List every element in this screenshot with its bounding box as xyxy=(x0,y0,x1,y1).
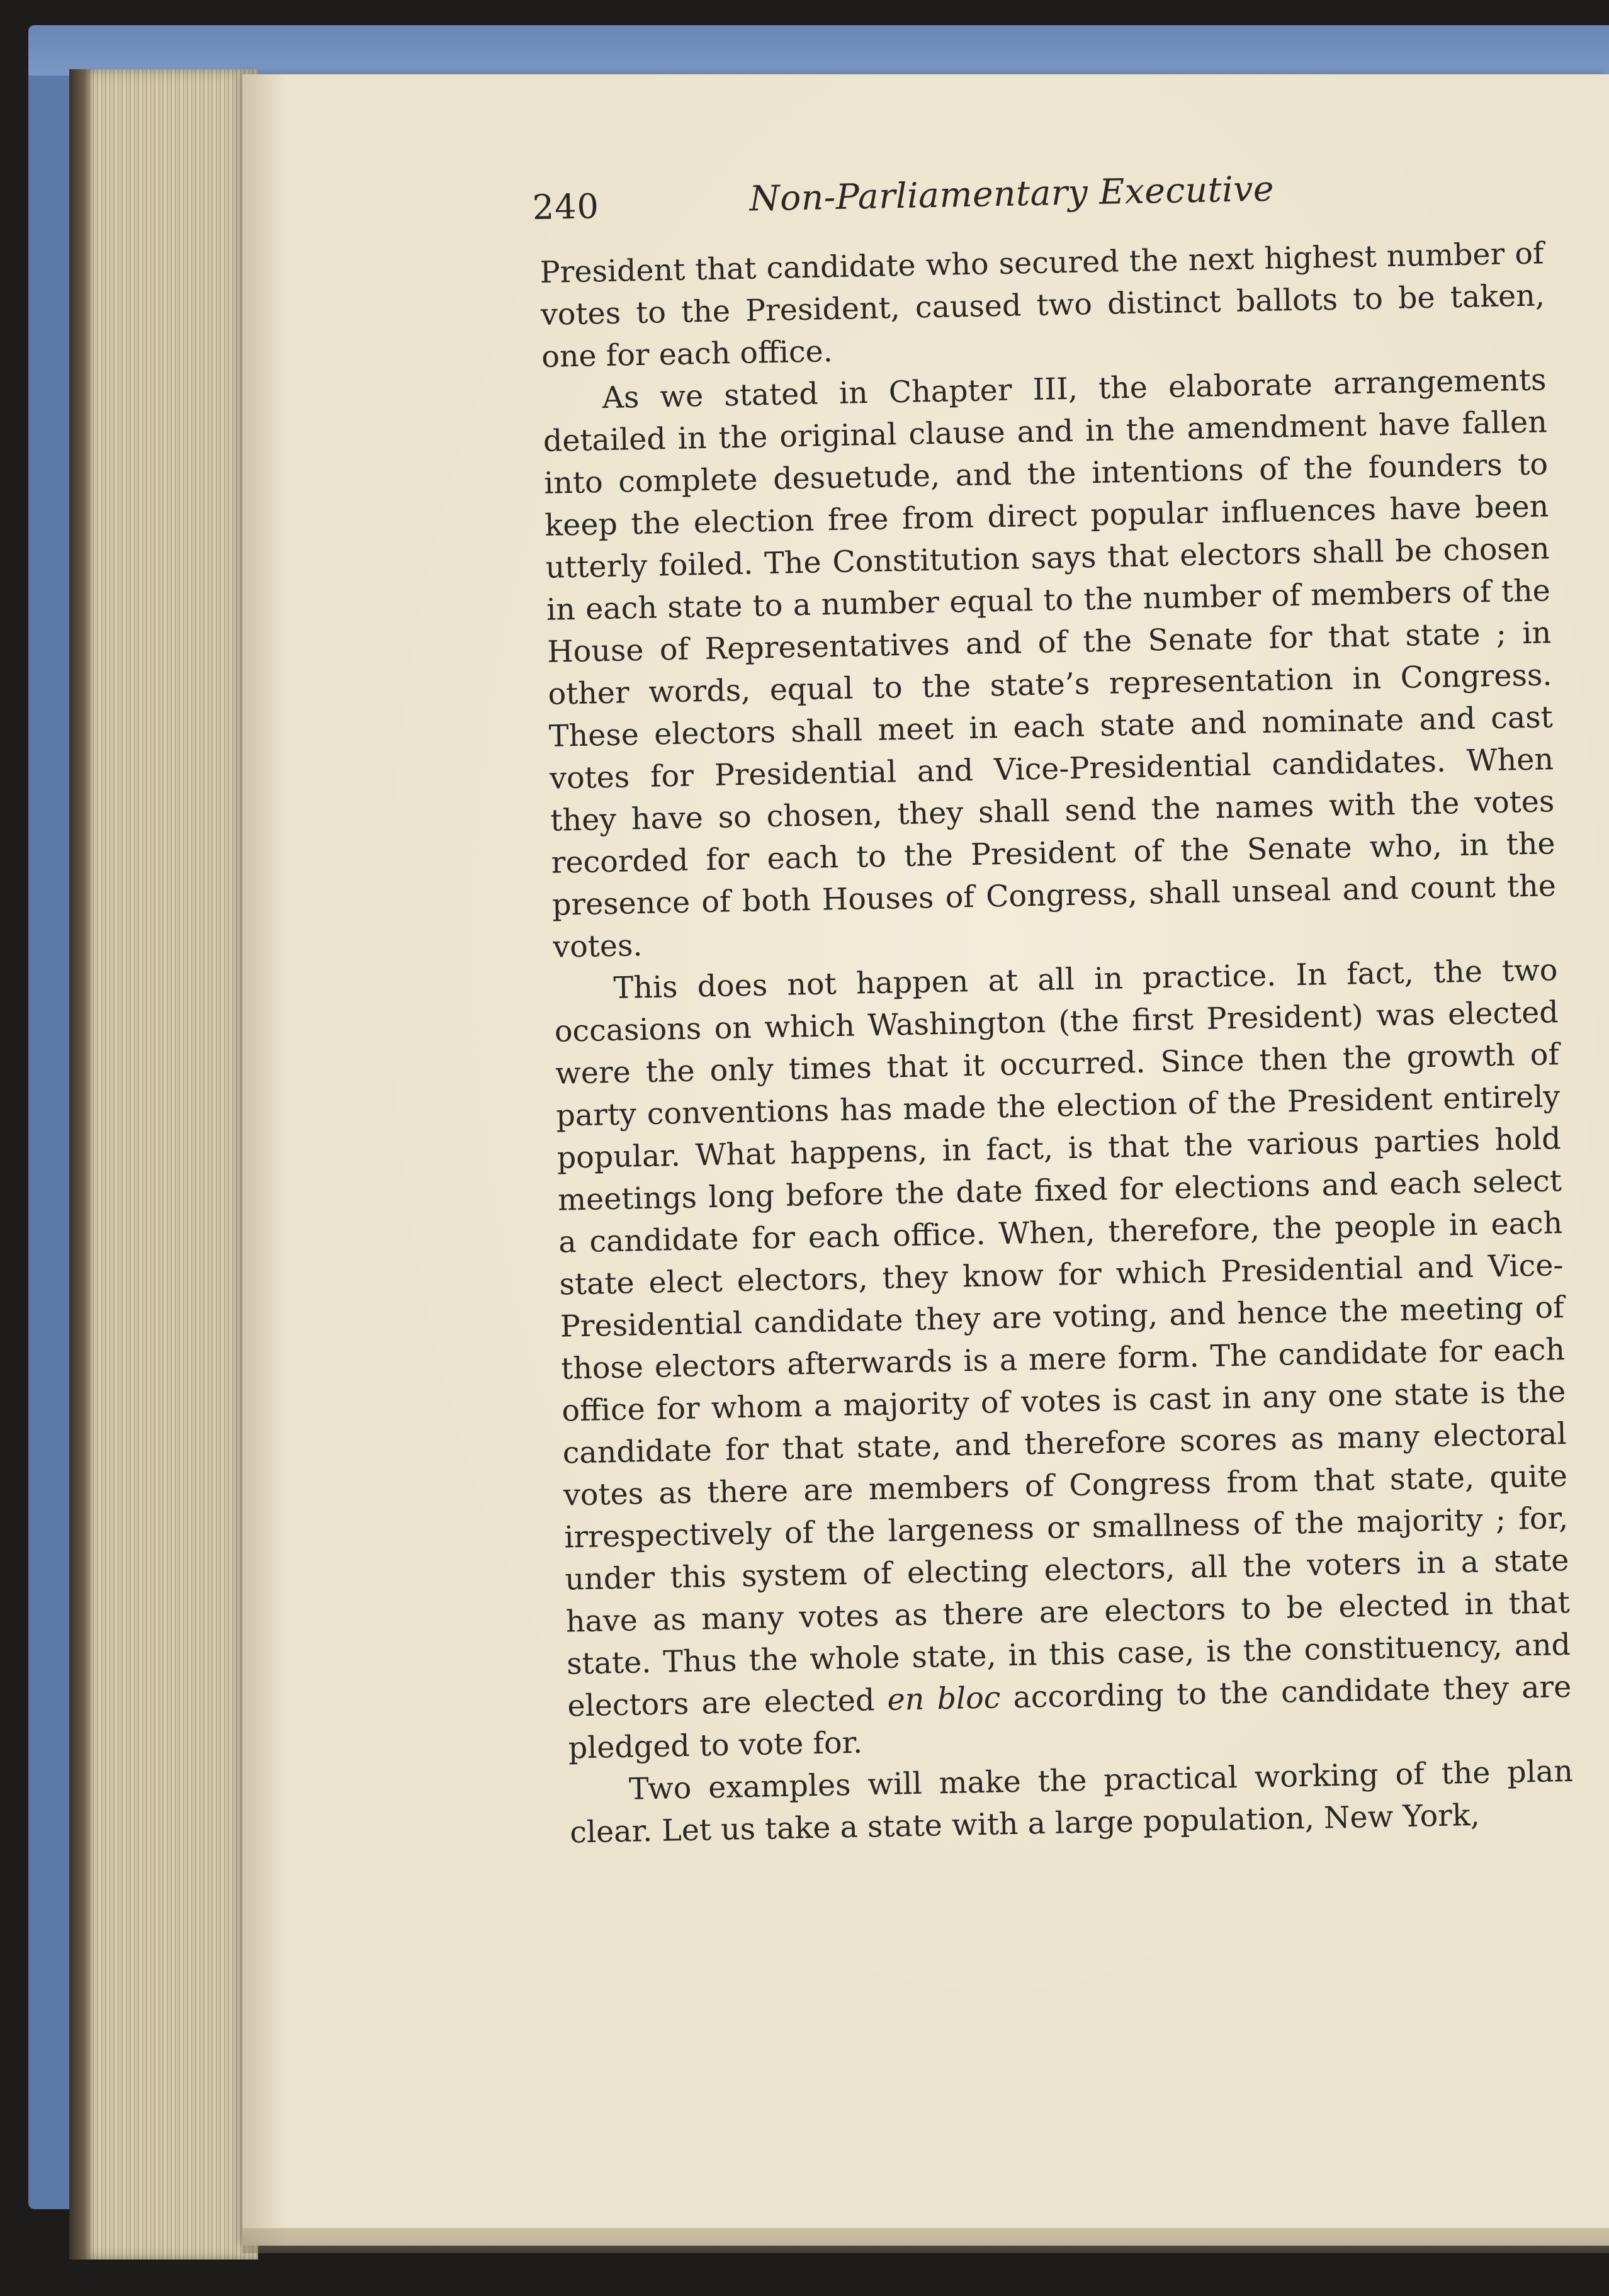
page-content xyxy=(532,163,1574,1854)
paragraph-3 xyxy=(553,949,1572,1769)
page-block-edges xyxy=(69,69,258,2259)
paragraph-4: Two examples will make the practical working of the plan clear. Let us take a state with a large population, New York, xyxy=(569,1753,1574,1850)
book-cover-top-edge xyxy=(28,25,1609,76)
paragraph-1: President that candidate who secured the next highest number of votes to the President, caused two distinct ballots to be taken, one for each office. xyxy=(539,236,1545,374)
page-block-shadow xyxy=(69,69,94,2259)
paragraph-3-text: This does not happen at all in practice. In fact, the two occasions on which Washington (the first President) was elected were the only times that it occurred. Since then the growth of party conventions has made the election of the President entirely popular. What happens, in fact, is that the various parties hold meetings long before the date fixed for elections and each select a candidate for each office. When, therefore, the people in each state elect electors, they know for which Presidential and Vice-Presidential candidate they are voting, and hence the meeting of those electors afterwards is a mere form. The candidate for each office for whom a majority of votes is cast in any one state is the candidate for that state, and therefore scores as many electoral votes as there are members of Congress from that state, quite irrespectively of the largeness or smallness of the majority ; for, under this system of electing electors, all the voters in a state have as many votes as there are electors to be elected in that state. Thus the whole state, in this case, is the constituency, and electors are elected xyxy=(554,953,1571,1724)
paragraph-2: As we stated in Chapter III, the elaborate arrangements detailed in the original clause and in the amendment have fallen into complete desuetude, and the intentions of the founders to keep the election free from direct popular influences have been utterly foiled. The Constitution says that electors shall be chosen in each state to a number equal to the number of members of the House of Representatives and of the Senate for that state ; in other words, equal to the state’s representation in Congress. These electors shall meet in each state and nominate and cast votes for Presidential and Vice-Presidential candidates. When they have so chosen, they shall send the names with the votes recorded for each to the President of the Senate who, in the presence of both Houses of Congress, shall unseal and count the votes. xyxy=(543,363,1557,965)
body-text xyxy=(539,232,1574,1854)
paragraph-3-text-end: according to the candidate they are pledged to vote for. xyxy=(568,1669,1572,1766)
running-head: Non-Parliamentary Executive xyxy=(748,168,1275,219)
paragraph-3-italic: en bloc xyxy=(887,1680,1001,1718)
page-number: 240 xyxy=(532,186,600,228)
page-bottom-edge xyxy=(242,2228,1609,2253)
